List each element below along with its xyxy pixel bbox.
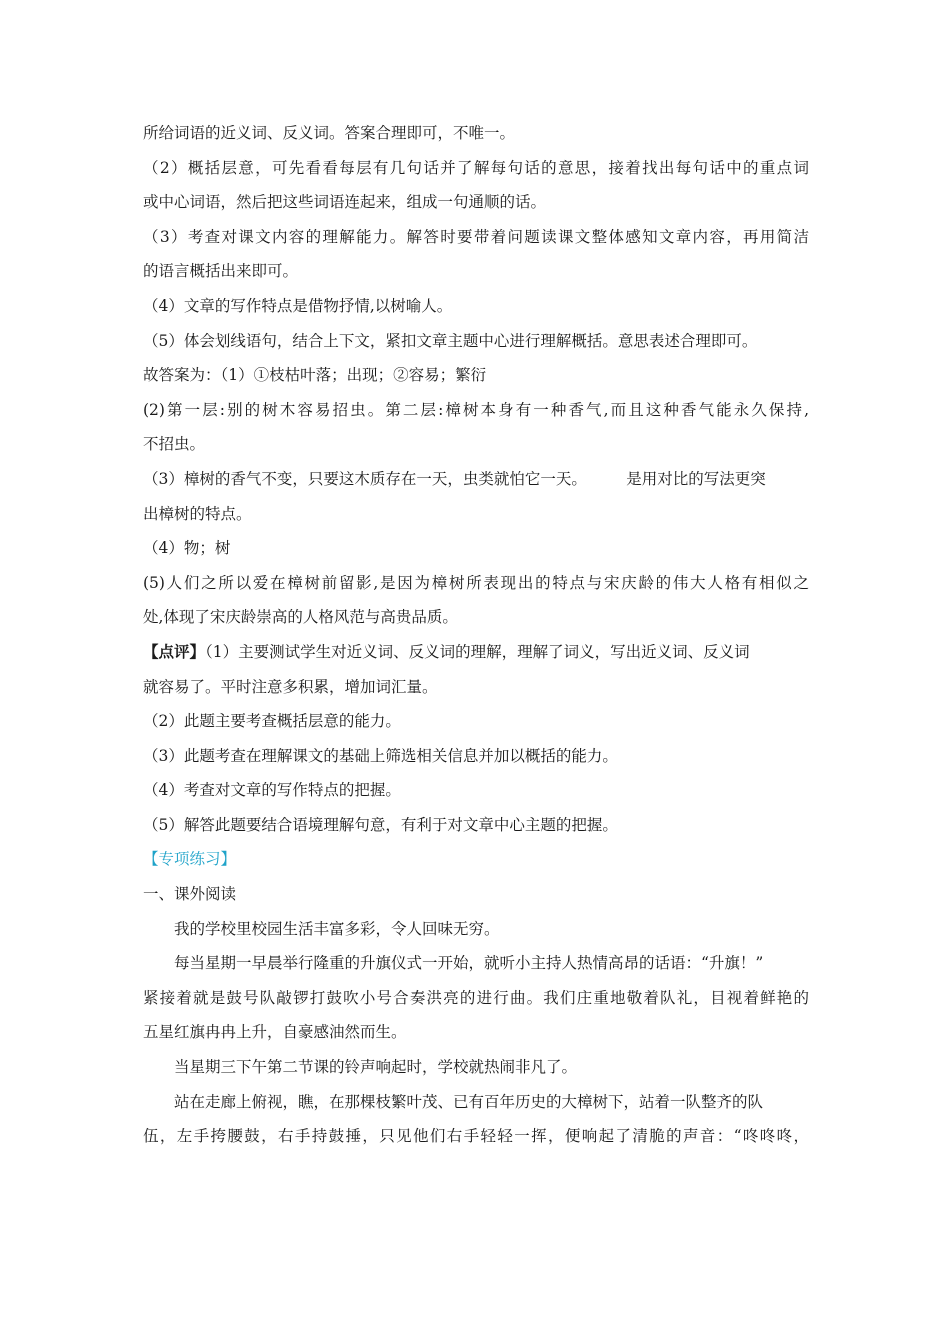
passage-line: 紧接着就是鼓号队敲锣打鼓吹小号合奏洪亮的进行曲。我们庄重地敬着队礼，目视着鲜艳的 (143, 988, 809, 1007)
section-heading: 【专项练习】 (143, 850, 237, 869)
review-label: 【点评】 (143, 641, 206, 661)
document-body (143, 116, 809, 1154)
review-line: （3）此题考查在理解课文的基础上筛选相关信息并加以概括的能力。 (143, 746, 618, 765)
text-line: (5)人们之所以爱在樟树前留影,是因为樟树所表现出的特点与宋庆龄的伟大人格有相似之 (143, 573, 809, 592)
text-line: （3）樟树的香气不变，只要这木质存在一天，虫类就怕它一天。 是用对比的写法更突 (143, 469, 766, 488)
review-text: （1）主要测试学生对近义词、反义词的理解，理解了词义，写出近义词、反义词 (205, 642, 750, 661)
passage-line: 每当星期一早晨举行隆重的升旗仪式一开始，就听小主持人热情高昂的话语：“升旗！” (174, 954, 764, 973)
answer-line: 故答案为：（1）①枝枯叶落；出现；②容易；繁衍 (143, 366, 487, 385)
passage-line: 五星红旗冉冉上升，自豪感油然而生。 (143, 1023, 407, 1042)
text-line: 的语言概括出来即可。 (143, 262, 299, 281)
text-line: 出樟树的特点。 (143, 504, 252, 523)
subsection-heading: 一、课外阅读 (143, 885, 237, 904)
review-line: （2）此题主要考查概括层意的能力。 (143, 712, 401, 731)
passage-line: 我的学校里校园生活丰富多彩，令人回味无穷。 (174, 919, 500, 938)
passage-line: 伍，左手挎腰鼓，右手持鼓捶，只见他们右手轻轻一挥，便响起了清脆的声音：“咚咚咚， (143, 1127, 809, 1146)
text-line: （4）物；树 (143, 539, 231, 558)
review-line: 就容易了。平时注意多积累，增加词汇量。 (143, 677, 438, 696)
passage-line: 站在走廊上俯视，瞧，在那棵枝繁叶茂、已有百年历史的大樟树下，站着一队整齐的队 (174, 1092, 764, 1111)
text-line: 所给词语的近义词、反义词。答案合理即可，不唯一。 (143, 124, 516, 142)
review-line: （5）解答此题要结合语境理解句意，有利于对文章中心主题的把握。 (143, 815, 618, 834)
text-line: 处,体现了宋庆龄崇高的人格风范与高贵品质。 (143, 608, 458, 627)
text-line: （3）考查对课文内容的理解能力。解答时要带着问题读课文整体感知文章内容，再用简洁 (143, 227, 809, 246)
review-line: （4）考查对文章的写作特点的把握。 (143, 781, 401, 800)
text-line: （5）体会划线语句，结合上下文，紧扣文章主题中心进行理解概括。意思表述合理即可。 (143, 331, 758, 350)
text-line: （4）文章的写作特点是借物抒情,以树喻人。 (143, 296, 453, 315)
text-line: （2）概括层意，可先看看每层有几句话并了解每句话的意思，接着找出每句话中的重点词 (143, 158, 809, 177)
review-line (143, 635, 809, 670)
text-line: 不招虫。 (143, 435, 206, 454)
text-line: 或中心词语，然后把这些词语连起来，组成一句通顺的话。 (143, 193, 547, 212)
passage-line: 当星期三下午第二节课的铃声响起时，学校就热闹非凡了。 (174, 1058, 578, 1077)
text-line: (2)第一层:别的树木容易招虫。第二层:樟树本身有一种香气,而且这种香气能永久保持, (143, 400, 809, 419)
